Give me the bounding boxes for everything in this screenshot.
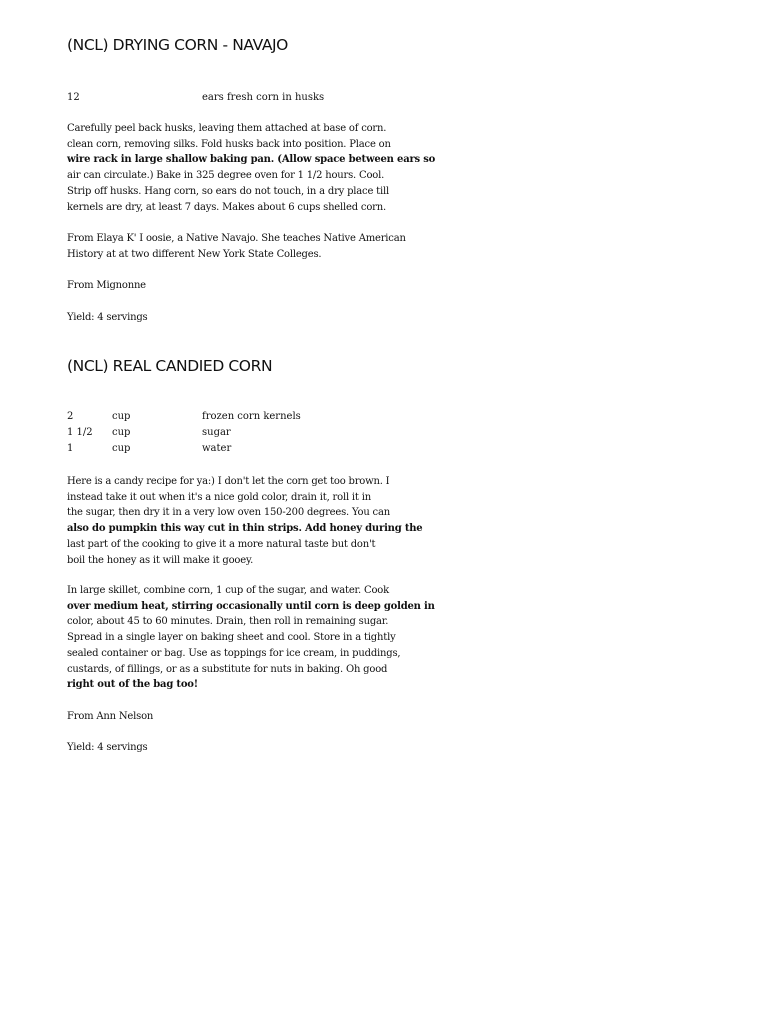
recipe1-yield (67, 310, 387, 326)
text-line: over medium heat, stirring occasionally until corn is deep golden in (67, 600, 435, 612)
text-line: In large skillet, combine corn, 1 cup of the sugar, and water. Cook (67, 585, 389, 596)
text-line: Strip off husks. Hang corn, so ears do not touch, in a dry place till (67, 185, 389, 197)
recipe1-source (67, 278, 387, 294)
recipe2-source (67, 709, 387, 725)
text-line: History at at two different New York State Colleges. (67, 248, 322, 260)
ingredient-item: sugar (202, 427, 231, 438)
text-line: wire rack in large shallow baking pan. (Allow space between ears so (67, 154, 436, 166)
recipe1-directions (67, 121, 436, 215)
text-line: sealed container or bag. Use as toppings for ice cream, in puddings, (67, 647, 401, 659)
recipe1-note (67, 231, 406, 262)
ingredient-qty: 12 (67, 92, 80, 103)
ingredient-qty: 1 (67, 443, 74, 454)
text-line: Yield: 4 servings (67, 742, 148, 753)
ingredient-item: ears fresh corn in husks (202, 92, 325, 103)
text-line: Spread in a single layer on baking sheet and cool. Store in a tightly (67, 632, 396, 644)
text-line: the sugar, then dry it in a very low oven 150-200 degrees. You can (67, 507, 390, 519)
text-line: custards, of fillings, or as a substitute for nuts in baking. Oh good (67, 663, 388, 675)
ingredient-item: water (202, 443, 232, 454)
text-line: also do pumpkin this way cut in thin strips. Add honey during the (67, 523, 423, 535)
ingredient-item: frozen corn kernels (202, 411, 301, 422)
recipe2-intro (67, 474, 423, 568)
text-line: air can circulate.) Bake in 325 degree oven for 1 1/2 hours. Cool. (67, 170, 385, 182)
text-line: last part of the cooking to give it a more natural taste but don't (67, 538, 376, 550)
ingredient-unit: cup (112, 411, 131, 422)
text-line: boil the honey as it will make it gooey. (67, 554, 254, 566)
text-line: From Elaya K' I oosie, a Native Navajo. She teaches Native American (67, 233, 406, 244)
text-line: clean corn, removing silks. Fold husks back into position. Place on (67, 138, 391, 150)
text-line: From Mignonne (67, 280, 146, 291)
recipe2-yield (67, 740, 387, 756)
ingredient-qty: 1 1/2 (67, 427, 93, 438)
text-line: kernels are dry, at least 7 days. Makes about 6 cups shelled corn. (67, 201, 386, 213)
text-line: instead take it out when it's a nice gold color, drain it, roll it in (67, 491, 371, 503)
recipe2-directions (67, 583, 435, 693)
recipe2-title: (NCL) REAL CANDIED CORN (67, 357, 273, 375)
text-line: right out of the bag too! (67, 679, 198, 691)
ingredient-unit: cup (112, 443, 131, 454)
text-line: color, about 45 to 60 minutes. Drain, then roll in remaining sugar. (67, 616, 389, 628)
text-line: Yield: 4 servings (67, 312, 148, 323)
ingredient-unit: cup (112, 427, 131, 438)
ingredient-qty: 2 (67, 411, 74, 422)
text-line: From Ann Nelson (67, 711, 154, 722)
recipe1-title: (NCL) DRYING CORN - NAVAJO (67, 36, 288, 54)
text-line: Carefully peel back husks, leaving them attached at base of corn. (67, 123, 387, 134)
text-line: Here is a candy recipe for ya:) I don't let the corn get too brown. I (67, 476, 390, 487)
